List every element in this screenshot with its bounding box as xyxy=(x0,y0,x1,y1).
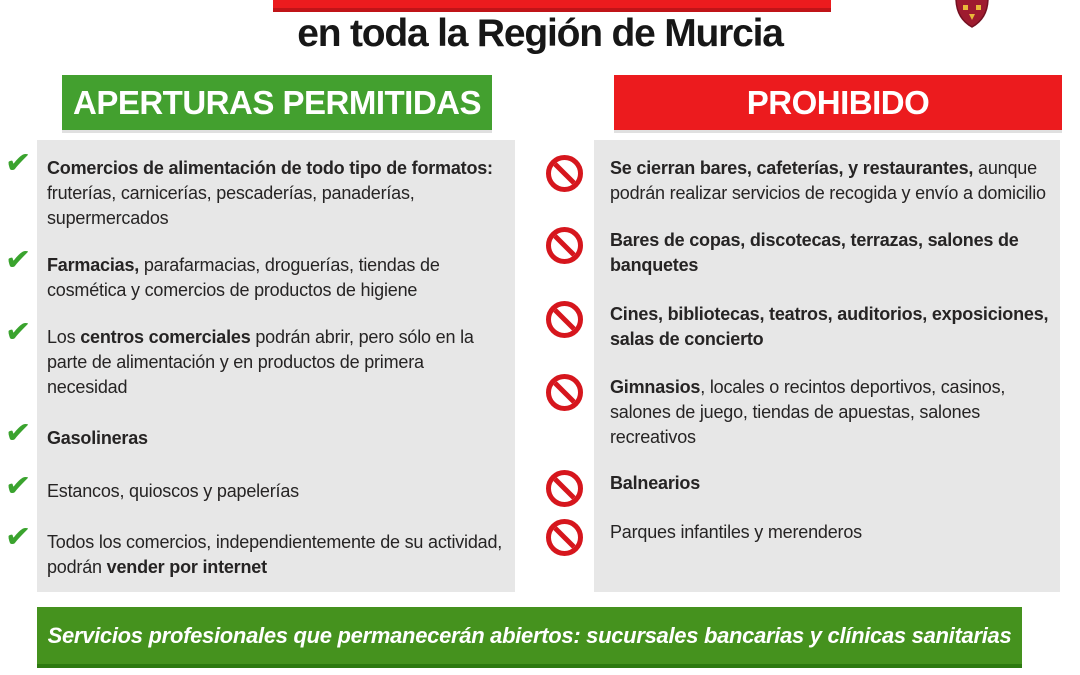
item-text: Todos los comercios, independientemente de su actividad, podrán vender por internet xyxy=(47,532,503,577)
list-item xyxy=(3,518,507,580)
list-item xyxy=(610,228,1054,278)
permitted-panel xyxy=(3,140,515,592)
list-item xyxy=(610,520,1054,545)
footer-banner xyxy=(37,607,1022,668)
item-text: Cines, bibliotecas, teatros, auditorios, exposiciones, salas de concierto xyxy=(610,304,1049,349)
check-icon: ✔ xyxy=(3,518,32,555)
no-entry-icon xyxy=(546,155,583,192)
item-text: Bares de copas, discotecas, terrazas, salones de banquetes xyxy=(610,230,1019,275)
no-entry-icon xyxy=(546,374,583,411)
list-item xyxy=(610,375,1054,450)
check-icon: ✔ xyxy=(3,144,32,181)
item-text: Comercios de alimentación de todo tipo de formatos: fruterías, carnicerías, pescaderías, panaderías, supermercados xyxy=(47,158,493,228)
page-title: en toda la Región de Murcia xyxy=(297,12,783,55)
no-entry-icon xyxy=(546,519,583,556)
check-icon: ✔ xyxy=(3,414,32,451)
item-text: Balnearios xyxy=(610,473,701,493)
list-item xyxy=(3,467,507,504)
list-item xyxy=(3,144,507,231)
permitted-header-label: APERTURAS PERMITIDAS xyxy=(72,83,482,121)
no-entry-icon xyxy=(546,470,583,507)
top-banner xyxy=(273,0,831,12)
check-icon: ✔ xyxy=(3,313,32,350)
list-item xyxy=(610,302,1054,352)
prohibited-header xyxy=(614,75,1062,130)
list-item xyxy=(610,156,1054,206)
no-entry-icon xyxy=(546,301,583,338)
prohibited-header-label: PROHIBIDO xyxy=(746,83,930,121)
footer-banner-text: Servicios profesionales que permanecerán abiertos: sucursales bancarias y clínicas sanitarias xyxy=(47,622,1012,648)
list-item xyxy=(3,241,507,303)
no-entry-icon xyxy=(546,227,583,264)
prohibited-panel xyxy=(594,140,1060,592)
item-text: Gasolineras xyxy=(47,428,148,448)
permitted-header xyxy=(62,75,492,130)
item-text: Parques infantiles y merenderos xyxy=(610,522,862,542)
list-item xyxy=(3,414,507,451)
item-text: Se cierran bares, cafeterías, y restaurantes, aunque podrán realizar servicios de recogida y envío a domicilio xyxy=(610,158,1046,203)
list-item xyxy=(610,471,1054,496)
item-text: Los centros comerciales podrán abrir, pero sólo en la parte de alimentación y en productos de primera necesidad xyxy=(47,327,474,397)
item-text: Gimnasios, locales o recintos deportivos, casinos, salones de juego, tiendas de apuestas, salones recreativos xyxy=(610,377,1006,447)
list-item xyxy=(3,313,507,400)
check-icon: ✔ xyxy=(3,241,32,278)
item-text: Estancos, quioscos y papelerías xyxy=(47,481,299,501)
check-icon: ✔ xyxy=(3,467,32,504)
item-text: Farmacias, parafarmacias, droguerías, tiendas de cosmética y comercios de productos de higiene xyxy=(47,255,440,300)
